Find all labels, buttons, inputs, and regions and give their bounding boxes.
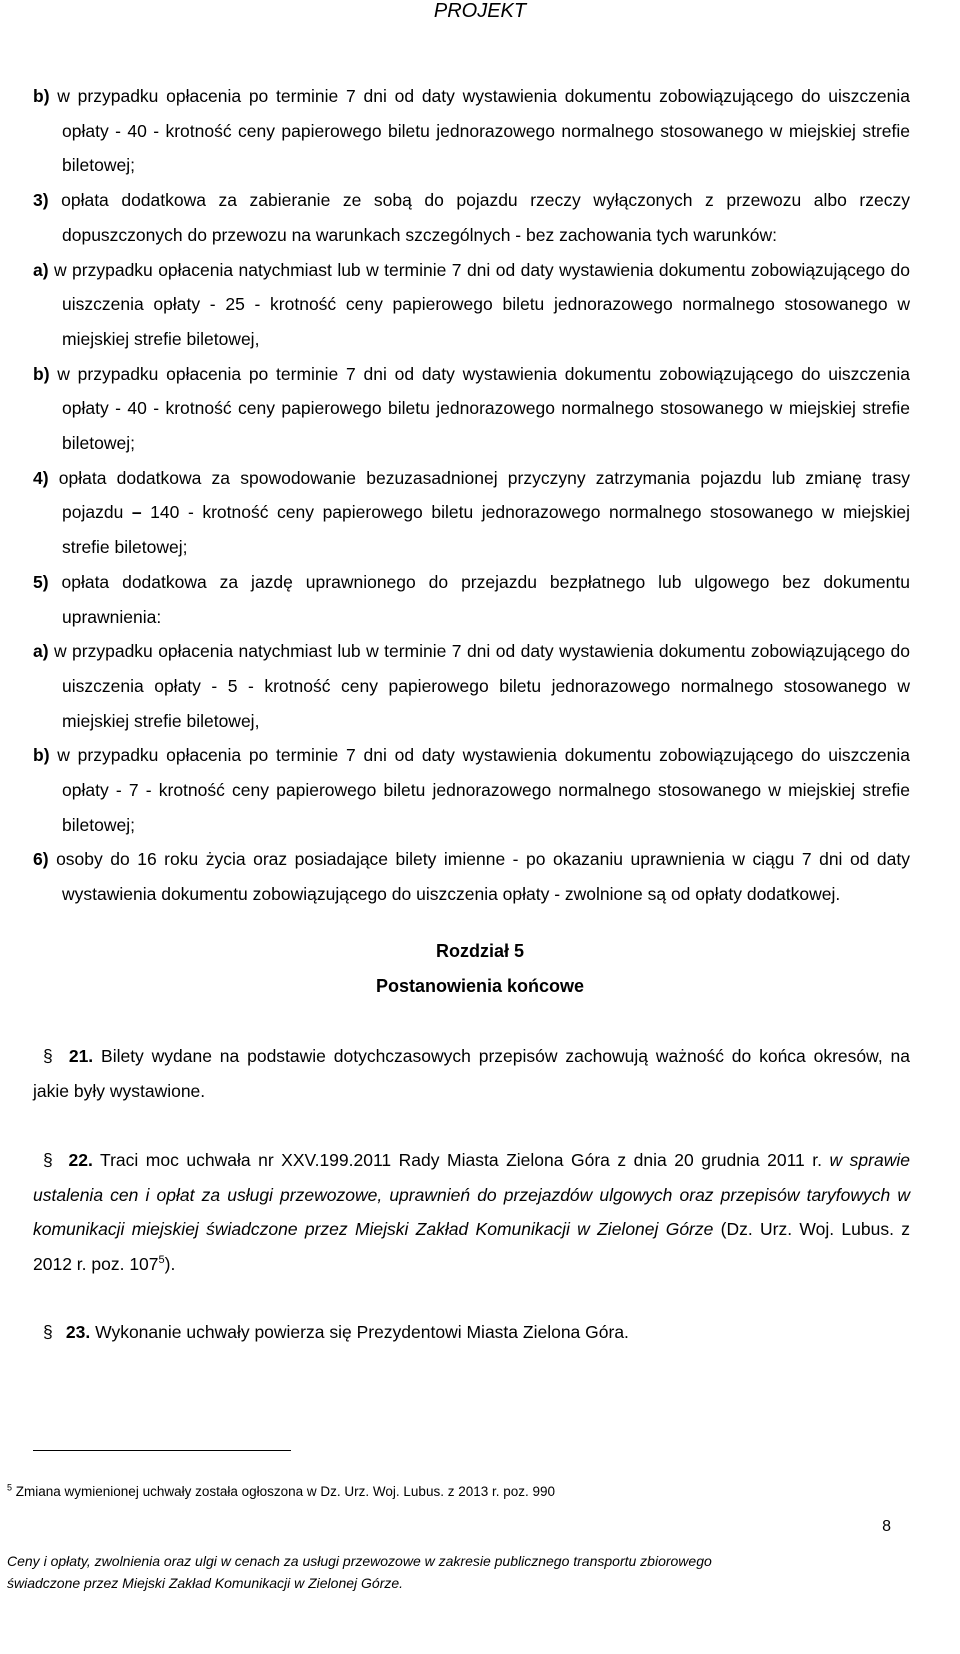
item-number: 4) [33, 467, 49, 488]
section-text: Wykonanie uchwały powierza się Prezydentowi Miasta Zielona Góra. [95, 1322, 629, 1342]
footnote-text: Zmiana wymienionej uchwały została ogłoszona w Dz. Urz. Woj. Lubus. z 2013 r. poz. 990 [12, 1484, 556, 1499]
footnote-reference: 5 [158, 1254, 165, 1267]
section-sign: § [43, 1150, 53, 1170]
section-number: 21. [68, 1046, 94, 1066]
section-23 [33, 1315, 910, 1350]
list-item [33, 634, 910, 738]
footnote [7, 1484, 555, 1500]
section-text: ). [164, 1254, 176, 1275]
item-number: a) [33, 259, 49, 280]
item-text: 140 - krotność ceny papierowego biletu jednorazowego normalnego stosowanego w miejskiej strefie biletowej; [62, 502, 910, 558]
footnote-separator [33, 1450, 291, 1451]
item-text: osoby do 16 roku życia oraz posiadające bilety imienne - po okazaniu uprawnienia w ciągu 7 dni od daty wystawienia dokumentu zobowiązującego do uiszczenia opłaty - zwolnione są od opłaty dodatkowej. [56, 849, 910, 905]
chapter-title: Rozdział 5 [435, 941, 524, 961]
item-text: w przypadku opłacenia po terminie 7 dni od daty wystawienia dokumentu zobowiązującego do uiszczenia opłaty - 40 - krotność ceny papierowego biletu jednorazowego normalnego stosowanego w miejskiej strefie biletowej; [57, 363, 910, 454]
list-item [33, 461, 910, 565]
item-number: b) [33, 363, 50, 384]
item-text: opłata dodatkowa za zabieranie ze sobą do pojazdu rzeczy wyłączonych z przewozu albo rzeczy dopuszczonych do przewozu na warunkach szczególnych - bez zachowania tych warunków: [61, 190, 910, 245]
item-text: w przypadku opłacenia po terminie 7 dni od daty wystawienia dokumentu zobowiązującego do uiszczenia opłaty - 40 - krotność ceny papierowego biletu jednorazowego normalnego stosowanego w miejskiej strefie biletowej; [57, 86, 910, 176]
item-text: w przypadku opłacenia natychmiast lub w terminie 7 dni od daty wystawienia dokumentu zobowiązującego do uiszczenia opłaty - 5 - krotność ceny papierowego biletu jednorazowego normalnego stosowanego w miejskiej strefie biletowej, [53, 641, 910, 731]
item-number: 5) [33, 571, 49, 592]
section-22 [33, 1143, 910, 1282]
list-item [33, 565, 910, 634]
item-number: 6) [33, 849, 49, 870]
list-item [33, 79, 910, 183]
draft-header: PROJEKT [433, 0, 527, 22]
list-item [33, 183, 910, 252]
item-number: b) [33, 86, 50, 106]
footnote-marker: 5 [7, 1482, 13, 1493]
section-text: (Dz. Urz. Woj. Lubus. z 2012 r. poz. 107 [33, 1219, 910, 1275]
list-item [33, 842, 910, 911]
section-text-italic: w sprawie ustalenia cen i opłat za usługi przewozowe, uprawnień do przejazdów ulgowych oraz przepisów taryfowych w komunikacji miejskiej świadczone przez Miejski Zakład Komunikacji w Zielonej Górze [33, 1150, 910, 1240]
item-text: w przypadku opłacenia natychmiast lub w terminie 7 dni od daty wystawienia dokumentu zobowiązującego do uiszczenia opłaty - 25 - krotność ceny papierowego biletu jednorazowego normalnego stosowanego w miejskiej strefie biletowej, [53, 259, 910, 349]
chapter-subtitle: Postanowienia końcowe [375, 976, 585, 996]
section-sign: § [43, 1322, 53, 1342]
section-number: 23. [65, 1322, 91, 1342]
item-text: opłata dodatkowa za jazdę uprawnionego do przejazdu bezpłatnego lub ulgowego bez dokumentu uprawnienia: [61, 571, 910, 627]
section-21 [33, 1039, 910, 1108]
section-text: Bilety wydane na podstawie dotychczasowych przepisów zachowują ważność do końca okresów, na jakie były wystawione. [33, 1046, 910, 1101]
page-number: 8 [882, 1518, 891, 1535]
item-text: opłata dodatkowa za spowodowanie bezuzasadnionej przyczyny zatrzymania pojazdu lub zmianę trasy pojazdu [58, 467, 910, 523]
item-dash: – [131, 502, 142, 523]
list-item [33, 253, 910, 357]
item-text: w przypadku opłacenia po terminie 7 dni od daty wystawienia dokumentu zobowiązującego do uiszczenia opłaty - 7 - krotność ceny papierowego biletu jednorazowego normalnego stosowanego w miejskiej strefie biletowej; [57, 745, 910, 835]
item-number: b) [33, 745, 50, 766]
section-number: 22. [68, 1150, 93, 1170]
section-text: Traci moc uchwała nr XXV.199.2011 Rady Miasta Zielona Góra z dnia 20 grudnia 2011 r. [100, 1150, 830, 1170]
page-footer [7, 1550, 837, 1594]
item-number: 3) [33, 190, 49, 211]
footer-line: Ceny i opłaty, zwolnienia oraz ulgi w cenach za usługi przewozowe w zakresie publicznego transportu zbiorowego [7, 1553, 712, 1569]
footer-line: świadczone przez Miejski Zakład Komunikacji w Zielonej Górze. [7, 1575, 404, 1591]
item-number: a) [33, 641, 49, 662]
list-item [33, 738, 910, 842]
fee-list [33, 79, 910, 912]
section-sign: § [43, 1046, 53, 1066]
list-item [33, 357, 910, 461]
